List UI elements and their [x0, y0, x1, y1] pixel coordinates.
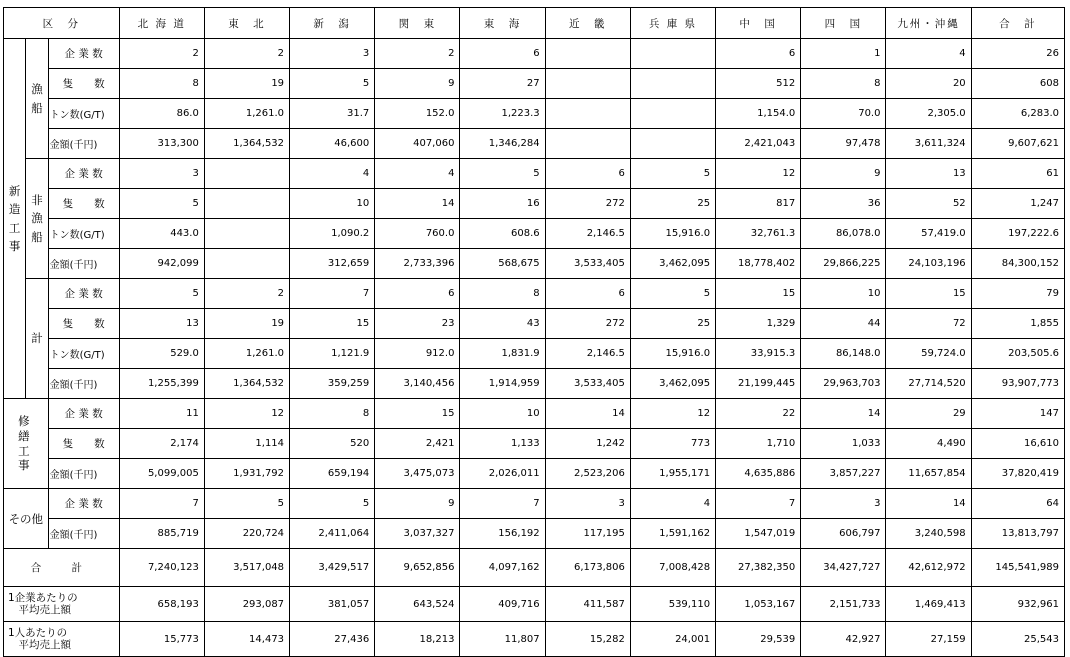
value-cell — [545, 99, 630, 129]
value-cell: 15,916.0 — [630, 219, 715, 249]
value-cell: 117,195 — [545, 519, 630, 549]
value-cell: 59,724.0 — [886, 339, 971, 369]
value-cell: 27,436 — [290, 622, 375, 657]
table-row — [4, 549, 1065, 587]
table-row — [4, 99, 1065, 129]
value-cell: 86,148.0 — [801, 339, 886, 369]
table-row — [4, 587, 1065, 622]
value-cell: 14 — [375, 189, 460, 219]
value-cell: 3 — [119, 159, 204, 189]
value-cell: 520 — [290, 429, 375, 459]
value-cell: 1,223.3 — [460, 99, 545, 129]
value-cell: 2,411,064 — [290, 519, 375, 549]
value-cell: 3,240,598 — [886, 519, 971, 549]
table-row — [4, 189, 1065, 219]
value-cell: 29,963,703 — [801, 369, 886, 399]
value-cell: 2 — [204, 39, 289, 69]
value-cell: 14 — [801, 399, 886, 429]
value-cell: 5,099,005 — [119, 459, 204, 489]
value-cell: 4,097,162 — [460, 549, 545, 587]
value-cell: 1,346,284 — [460, 129, 545, 159]
value-cell: 19 — [204, 309, 289, 339]
subgroup-higyosen — [26, 159, 48, 279]
value-cell: 9,652,856 — [375, 549, 460, 587]
value-cell: 942,099 — [119, 249, 204, 279]
value-cell: 7 — [119, 489, 204, 519]
value-cell: 658,193 — [119, 587, 204, 622]
value-cell: 2 — [119, 39, 204, 69]
value-cell: 24,103,196 — [886, 249, 971, 279]
item-kingaku: 金額(千円) — [48, 249, 119, 279]
per-person-label — [4, 622, 120, 657]
header-region: 兵 庫 県 — [630, 8, 715, 39]
header-region: 北 海 道 — [119, 8, 204, 39]
value-cell: 659,194 — [290, 459, 375, 489]
value-cell: 9 — [375, 69, 460, 99]
value-cell: 33,915.3 — [716, 339, 801, 369]
value-cell: 1,931,792 — [204, 459, 289, 489]
value-cell — [204, 219, 289, 249]
value-cell: 1,710 — [716, 429, 801, 459]
value-cell: 24,001 — [630, 622, 715, 657]
value-cell: 5 — [630, 159, 715, 189]
value-cell: 7 — [716, 489, 801, 519]
table-row — [4, 69, 1065, 99]
value-cell: 27,714,520 — [886, 369, 971, 399]
value-cell: 9 — [375, 489, 460, 519]
value-cell: 381,057 — [290, 587, 375, 622]
row-total-cell: 37,820,419 — [971, 459, 1064, 489]
value-cell: 608.6 — [460, 219, 545, 249]
value-cell: 1 — [801, 39, 886, 69]
value-cell: 6 — [460, 39, 545, 69]
header-kubun: 区 分 — [4, 8, 120, 39]
item-seki: 隻 数 — [48, 309, 119, 339]
value-cell: 5 — [119, 189, 204, 219]
value-cell: 5 — [290, 69, 375, 99]
value-cell: 1,154.0 — [716, 99, 801, 129]
value-cell — [204, 159, 289, 189]
group-shinzo-label: 新 造 工 事 — [8, 183, 21, 253]
value-cell: 8 — [801, 69, 886, 99]
value-cell: 1,121.9 — [290, 339, 375, 369]
value-cell: 29 — [886, 399, 971, 429]
value-cell: 773 — [630, 429, 715, 459]
header-region: 東 北 — [204, 8, 289, 39]
value-cell — [545, 129, 630, 159]
value-cell: 6 — [545, 159, 630, 189]
group-sonota: その他 — [4, 489, 49, 549]
value-cell: 36 — [801, 189, 886, 219]
value-cell: 18,213 — [375, 622, 460, 657]
table-row — [4, 622, 1065, 657]
row-total-cell: 1,855 — [971, 309, 1064, 339]
value-cell: 1,261.0 — [204, 339, 289, 369]
item-ton: トン数(G/T) — [48, 99, 119, 129]
grand-total-label: 合 計 — [4, 549, 120, 587]
value-cell: 13 — [886, 159, 971, 189]
value-cell: 3 — [290, 39, 375, 69]
row-total-cell: 79 — [971, 279, 1064, 309]
value-cell: 6,173,806 — [545, 549, 630, 587]
header-total: 合 計 — [971, 8, 1064, 39]
value-cell: 12 — [630, 399, 715, 429]
value-cell: 3,475,073 — [375, 459, 460, 489]
value-cell: 10 — [290, 189, 375, 219]
value-cell — [204, 189, 289, 219]
table-row — [4, 519, 1065, 549]
table-row — [4, 399, 1065, 429]
header-region: 九州・沖縄 — [886, 8, 971, 39]
row-total-cell: 9,607,621 — [971, 129, 1064, 159]
row-total-cell: 608 — [971, 69, 1064, 99]
value-cell: 15 — [886, 279, 971, 309]
row-total-cell: 932,961 — [971, 587, 1064, 622]
value-cell: 1,114 — [204, 429, 289, 459]
value-cell: 27,159 — [886, 622, 971, 657]
value-cell: 22 — [716, 399, 801, 429]
row-total-cell: 61 — [971, 159, 1064, 189]
group-shuzen-label: 修繕工事 — [18, 413, 34, 473]
item-kigyo: 企 業 数 — [48, 39, 119, 69]
per-company-label-line2: 平均売上額 — [8, 604, 71, 616]
item-seki: 隻 数 — [48, 189, 119, 219]
subgroup-gyosen — [26, 39, 48, 159]
value-cell: 11,807 — [460, 622, 545, 657]
value-cell: 2,523,206 — [545, 459, 630, 489]
item-seki: 隻 数 — [48, 429, 119, 459]
value-cell: 606,797 — [801, 519, 886, 549]
value-cell: 2,146.5 — [545, 339, 630, 369]
group-shuzen — [4, 399, 49, 489]
header-region: 中 国 — [716, 8, 801, 39]
value-cell: 2,305.0 — [886, 99, 971, 129]
value-cell: 3,533,405 — [545, 369, 630, 399]
value-cell: 293,087 — [204, 587, 289, 622]
value-cell: 1,261.0 — [204, 99, 289, 129]
value-cell: 1,547,019 — [716, 519, 801, 549]
row-total-cell: 203,505.6 — [971, 339, 1064, 369]
item-kingaku: 金額(千円) — [48, 519, 119, 549]
value-cell: 539,110 — [630, 587, 715, 622]
value-cell: 1,364,532 — [204, 369, 289, 399]
item-kigyo: 企 業 数 — [48, 159, 119, 189]
value-cell: 4 — [375, 159, 460, 189]
value-cell: 443.0 — [119, 219, 204, 249]
table-row — [4, 249, 1065, 279]
value-cell: 42,612,972 — [886, 549, 971, 587]
table-row — [4, 129, 1065, 159]
subgroup-kei — [26, 279, 48, 399]
value-cell: 15 — [716, 279, 801, 309]
value-cell: 5 — [290, 489, 375, 519]
value-cell: 1,364,532 — [204, 129, 289, 159]
value-cell — [545, 39, 630, 69]
value-cell: 25 — [630, 309, 715, 339]
item-kigyo: 企 業 数 — [48, 489, 119, 519]
item-kingaku: 金額(千円) — [48, 459, 119, 489]
value-cell: 6 — [716, 39, 801, 69]
header-row — [4, 8, 1065, 39]
value-cell: 15,282 — [545, 622, 630, 657]
value-cell: 19 — [204, 69, 289, 99]
value-cell: 27,382,350 — [716, 549, 801, 587]
value-cell: 1,591,162 — [630, 519, 715, 549]
value-cell — [630, 69, 715, 99]
value-cell: 1,329 — [716, 309, 801, 339]
value-cell: 72 — [886, 309, 971, 339]
value-cell: 4,635,886 — [716, 459, 801, 489]
value-cell: 3,462,095 — [630, 249, 715, 279]
value-cell — [630, 39, 715, 69]
table-row — [4, 459, 1065, 489]
value-cell: 1,133 — [460, 429, 545, 459]
row-total-cell: 1,247 — [971, 189, 1064, 219]
row-total-cell: 197,222.6 — [971, 219, 1064, 249]
value-cell: 7 — [460, 489, 545, 519]
value-cell: 885,719 — [119, 519, 204, 549]
shipbuilding-sales-table — [3, 7, 1065, 657]
value-cell: 3,037,327 — [375, 519, 460, 549]
value-cell: 220,724 — [204, 519, 289, 549]
value-cell: 2 — [204, 279, 289, 309]
value-cell: 70.0 — [801, 99, 886, 129]
value-cell: 7,008,428 — [630, 549, 715, 587]
value-cell: 3 — [801, 489, 886, 519]
value-cell: 1,090.2 — [290, 219, 375, 249]
value-cell: 97,478 — [801, 129, 886, 159]
row-total-cell: 84,300,152 — [971, 249, 1064, 279]
row-total-cell: 93,907,773 — [971, 369, 1064, 399]
value-cell: 11,657,854 — [886, 459, 971, 489]
value-cell: 13 — [119, 309, 204, 339]
value-cell: 15,916.0 — [630, 339, 715, 369]
value-cell: 20 — [886, 69, 971, 99]
value-cell: 817 — [716, 189, 801, 219]
value-cell: 3,429,517 — [290, 549, 375, 587]
value-cell: 2,421 — [375, 429, 460, 459]
value-cell: 86,078.0 — [801, 219, 886, 249]
value-cell: 1,242 — [545, 429, 630, 459]
value-cell: 3,533,405 — [545, 249, 630, 279]
value-cell: 3 — [545, 489, 630, 519]
value-cell: 5 — [630, 279, 715, 309]
value-cell: 32,761.3 — [716, 219, 801, 249]
value-cell: 52 — [886, 189, 971, 219]
table-row — [4, 219, 1065, 249]
item-kigyo: 企 業 数 — [48, 279, 119, 309]
value-cell: 15,773 — [119, 622, 204, 657]
value-cell: 4 — [630, 489, 715, 519]
value-cell: 31.7 — [290, 99, 375, 129]
value-cell: 2,146.5 — [545, 219, 630, 249]
table-row — [4, 429, 1065, 459]
value-cell: 156,192 — [460, 519, 545, 549]
value-cell: 359,259 — [290, 369, 375, 399]
value-cell: 8 — [460, 279, 545, 309]
value-cell: 10 — [460, 399, 545, 429]
item-seki: 隻 数 — [48, 69, 119, 99]
table-row — [4, 39, 1065, 69]
value-cell: 512 — [716, 69, 801, 99]
value-cell: 29,539 — [716, 622, 801, 657]
value-cell: 5 — [204, 489, 289, 519]
header-region: 関 東 — [375, 8, 460, 39]
value-cell: 6 — [375, 279, 460, 309]
value-cell — [630, 129, 715, 159]
header-region: 東 海 — [460, 8, 545, 39]
value-cell: 8 — [290, 399, 375, 429]
row-total-cell: 25,543 — [971, 622, 1064, 657]
value-cell: 10 — [801, 279, 886, 309]
value-cell: 21,199,445 — [716, 369, 801, 399]
row-total-cell: 6,283.0 — [971, 99, 1064, 129]
value-cell: 25 — [630, 189, 715, 219]
value-cell: 12 — [204, 399, 289, 429]
value-cell: 46,600 — [290, 129, 375, 159]
group-shinzo — [4, 39, 26, 399]
value-cell: 152.0 — [375, 99, 460, 129]
row-total-cell: 26 — [971, 39, 1064, 69]
value-cell: 3,462,095 — [630, 369, 715, 399]
table-row — [4, 309, 1065, 339]
value-cell: 7 — [290, 279, 375, 309]
value-cell: 1,053,167 — [716, 587, 801, 622]
value-cell: 313,300 — [119, 129, 204, 159]
value-cell: 409,716 — [460, 587, 545, 622]
table-row — [4, 339, 1065, 369]
value-cell: 3,140,456 — [375, 369, 460, 399]
value-cell: 15 — [375, 399, 460, 429]
value-cell: 3,517,048 — [204, 549, 289, 587]
value-cell: 11 — [119, 399, 204, 429]
table-row — [4, 279, 1065, 309]
value-cell: 407,060 — [375, 129, 460, 159]
row-total-cell: 147 — [971, 399, 1064, 429]
value-cell: 42,927 — [801, 622, 886, 657]
header-region: 四 国 — [801, 8, 886, 39]
value-cell: 9 — [801, 159, 886, 189]
value-cell: 16 — [460, 189, 545, 219]
value-cell: 3,611,324 — [886, 129, 971, 159]
value-cell — [204, 249, 289, 279]
per-person-label-line2: 平均売上額 — [8, 639, 71, 651]
value-cell: 8 — [119, 69, 204, 99]
value-cell: 23 — [375, 309, 460, 339]
header-region: 近 畿 — [545, 8, 630, 39]
value-cell: 44 — [801, 309, 886, 339]
per-company-label — [4, 587, 120, 622]
value-cell: 1,255,399 — [119, 369, 204, 399]
item-ton: トン数(G/T) — [48, 219, 119, 249]
row-total-cell: 64 — [971, 489, 1064, 519]
value-cell: 27 — [460, 69, 545, 99]
value-cell — [630, 99, 715, 129]
value-cell: 2,151,733 — [801, 587, 886, 622]
value-cell: 2 — [375, 39, 460, 69]
value-cell: 14,473 — [204, 622, 289, 657]
subgroup-gyosen-label: 漁 船 — [31, 82, 43, 115]
value-cell: 568,675 — [460, 249, 545, 279]
value-cell: 272 — [545, 309, 630, 339]
value-cell: 29,866,225 — [801, 249, 886, 279]
value-cell: 14 — [886, 489, 971, 519]
value-cell: 12 — [716, 159, 801, 189]
value-cell: 57,419.0 — [886, 219, 971, 249]
value-cell: 2,733,396 — [375, 249, 460, 279]
subgroup-kei-label: 計 — [31, 331, 43, 346]
value-cell: 34,427,727 — [801, 549, 886, 587]
value-cell: 1,831.9 — [460, 339, 545, 369]
value-cell: 5 — [119, 279, 204, 309]
value-cell: 760.0 — [375, 219, 460, 249]
value-cell: 4,490 — [886, 429, 971, 459]
row-total-cell: 16,610 — [971, 429, 1064, 459]
value-cell: 2,421,043 — [716, 129, 801, 159]
value-cell: 1,955,171 — [630, 459, 715, 489]
value-cell — [545, 69, 630, 99]
value-cell: 1,033 — [801, 429, 886, 459]
header-region: 新 潟 — [290, 8, 375, 39]
value-cell: 3,857,227 — [801, 459, 886, 489]
value-cell: 43 — [460, 309, 545, 339]
subgroup-higyosen-label: 非 漁 船 — [31, 192, 43, 244]
value-cell: 312,659 — [290, 249, 375, 279]
value-cell: 14 — [545, 399, 630, 429]
value-cell: 15 — [290, 309, 375, 339]
value-cell: 411,587 — [545, 587, 630, 622]
value-cell: 6 — [545, 279, 630, 309]
per-person-label-line1: 1人あたりの — [8, 626, 68, 639]
table-row — [4, 489, 1065, 519]
value-cell: 529.0 — [119, 339, 204, 369]
value-cell: 2,174 — [119, 429, 204, 459]
item-kingaku: 金額(千円) — [48, 129, 119, 159]
table-row — [4, 159, 1065, 189]
value-cell: 4 — [886, 39, 971, 69]
value-cell: 1,469,413 — [886, 587, 971, 622]
item-ton: トン数(G/T) — [48, 339, 119, 369]
value-cell: 272 — [545, 189, 630, 219]
value-cell: 643,524 — [375, 587, 460, 622]
item-kingaku: 金額(千円) — [48, 369, 119, 399]
row-total-cell: 145,541,989 — [971, 549, 1064, 587]
value-cell: 5 — [460, 159, 545, 189]
table-row — [4, 369, 1065, 399]
value-cell: 18,778,402 — [716, 249, 801, 279]
value-cell: 4 — [290, 159, 375, 189]
item-kigyo: 企 業 数 — [48, 399, 119, 429]
per-company-label-line1: 1企業あたりの — [8, 591, 78, 604]
value-cell: 86.0 — [119, 99, 204, 129]
value-cell: 2,026,011 — [460, 459, 545, 489]
value-cell: 7,240,123 — [119, 549, 204, 587]
row-total-cell: 13,813,797 — [971, 519, 1064, 549]
value-cell: 912.0 — [375, 339, 460, 369]
value-cell: 1,914,959 — [460, 369, 545, 399]
